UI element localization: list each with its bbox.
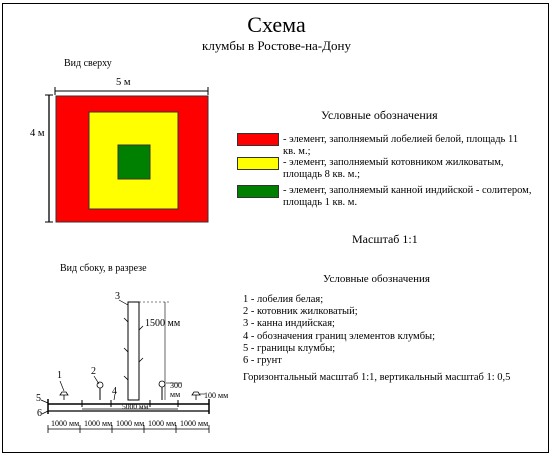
marker-6: 6: [37, 408, 42, 419]
color-legend-title: Условные обозначения: [321, 108, 438, 122]
top-view-label: Вид сверху: [64, 58, 112, 69]
number-legend-item-1: 1 - лобелия белая;: [243, 294, 324, 305]
marker-4: 4: [112, 386, 117, 397]
legend-text-lobelia: - элемент, заполняемый лобелией белой, площадь 11 кв. м.;: [283, 134, 519, 157]
height-300-label: 300 мм: [170, 381, 182, 399]
number-legend-item-4: 4 - обозначения границ элементов клумбы;: [243, 330, 436, 342]
marker-1: 1: [57, 370, 62, 381]
number-legend-item-6: 6 - грунт: [243, 355, 282, 367]
page-title: Схема: [247, 12, 306, 37]
total-width-label: 5000 мм: [122, 402, 149, 411]
side-scale-label: Горизонтальный масштаб 1:1, вертикальный масштаб 1: 0,5: [243, 372, 511, 383]
segment-3-label: 1000 мм: [116, 419, 145, 428]
legend-text-canna: - элемент, заполняемый канной индийской - солитером, площадь 1 кв. м.: [283, 185, 532, 208]
canna-plant: [128, 302, 139, 400]
number-legend-item-3: 3 - канна индийская;: [243, 318, 335, 330]
top-scale-label: Масштаб 1:1: [352, 232, 418, 246]
height-1500-label: 1500 мм: [145, 318, 181, 329]
segment-4-label: 1000 мм: [148, 419, 177, 428]
page-subtitle: клумбы в Ростове-на-Дону: [202, 38, 351, 53]
width-dimension-label: 5 м: [116, 77, 131, 88]
side-view-label: Вид сбоку, в разрезе: [60, 263, 147, 274]
number-legend-item-2: 2 - котовник жилковатый;: [243, 306, 358, 318]
marker-2: 2: [91, 366, 96, 377]
lobelia-plant-right: [192, 392, 200, 400]
height-100-label: 100 мм: [204, 391, 229, 400]
marker-5: 5: [36, 393, 41, 404]
segment-2-label: 1000 мм: [84, 419, 113, 428]
segment-5-label: 1000 мм: [180, 419, 209, 428]
lobelia-plant-left: [60, 392, 68, 400]
segment-1-label: 1000 мм: [51, 419, 80, 428]
number-legend-list: [243, 294, 435, 367]
number-legend-title: Условные обозначения: [323, 273, 430, 285]
marker-3: 3: [115, 291, 120, 302]
legend-text-catmint: - элемент, заполняемый котовником жилковатым, площадь 8 кв. м.;: [283, 157, 504, 180]
number-legend-item-5: 5 - границы клумбы;: [243, 342, 336, 354]
height-dimension-label: 4 м: [30, 128, 45, 139]
